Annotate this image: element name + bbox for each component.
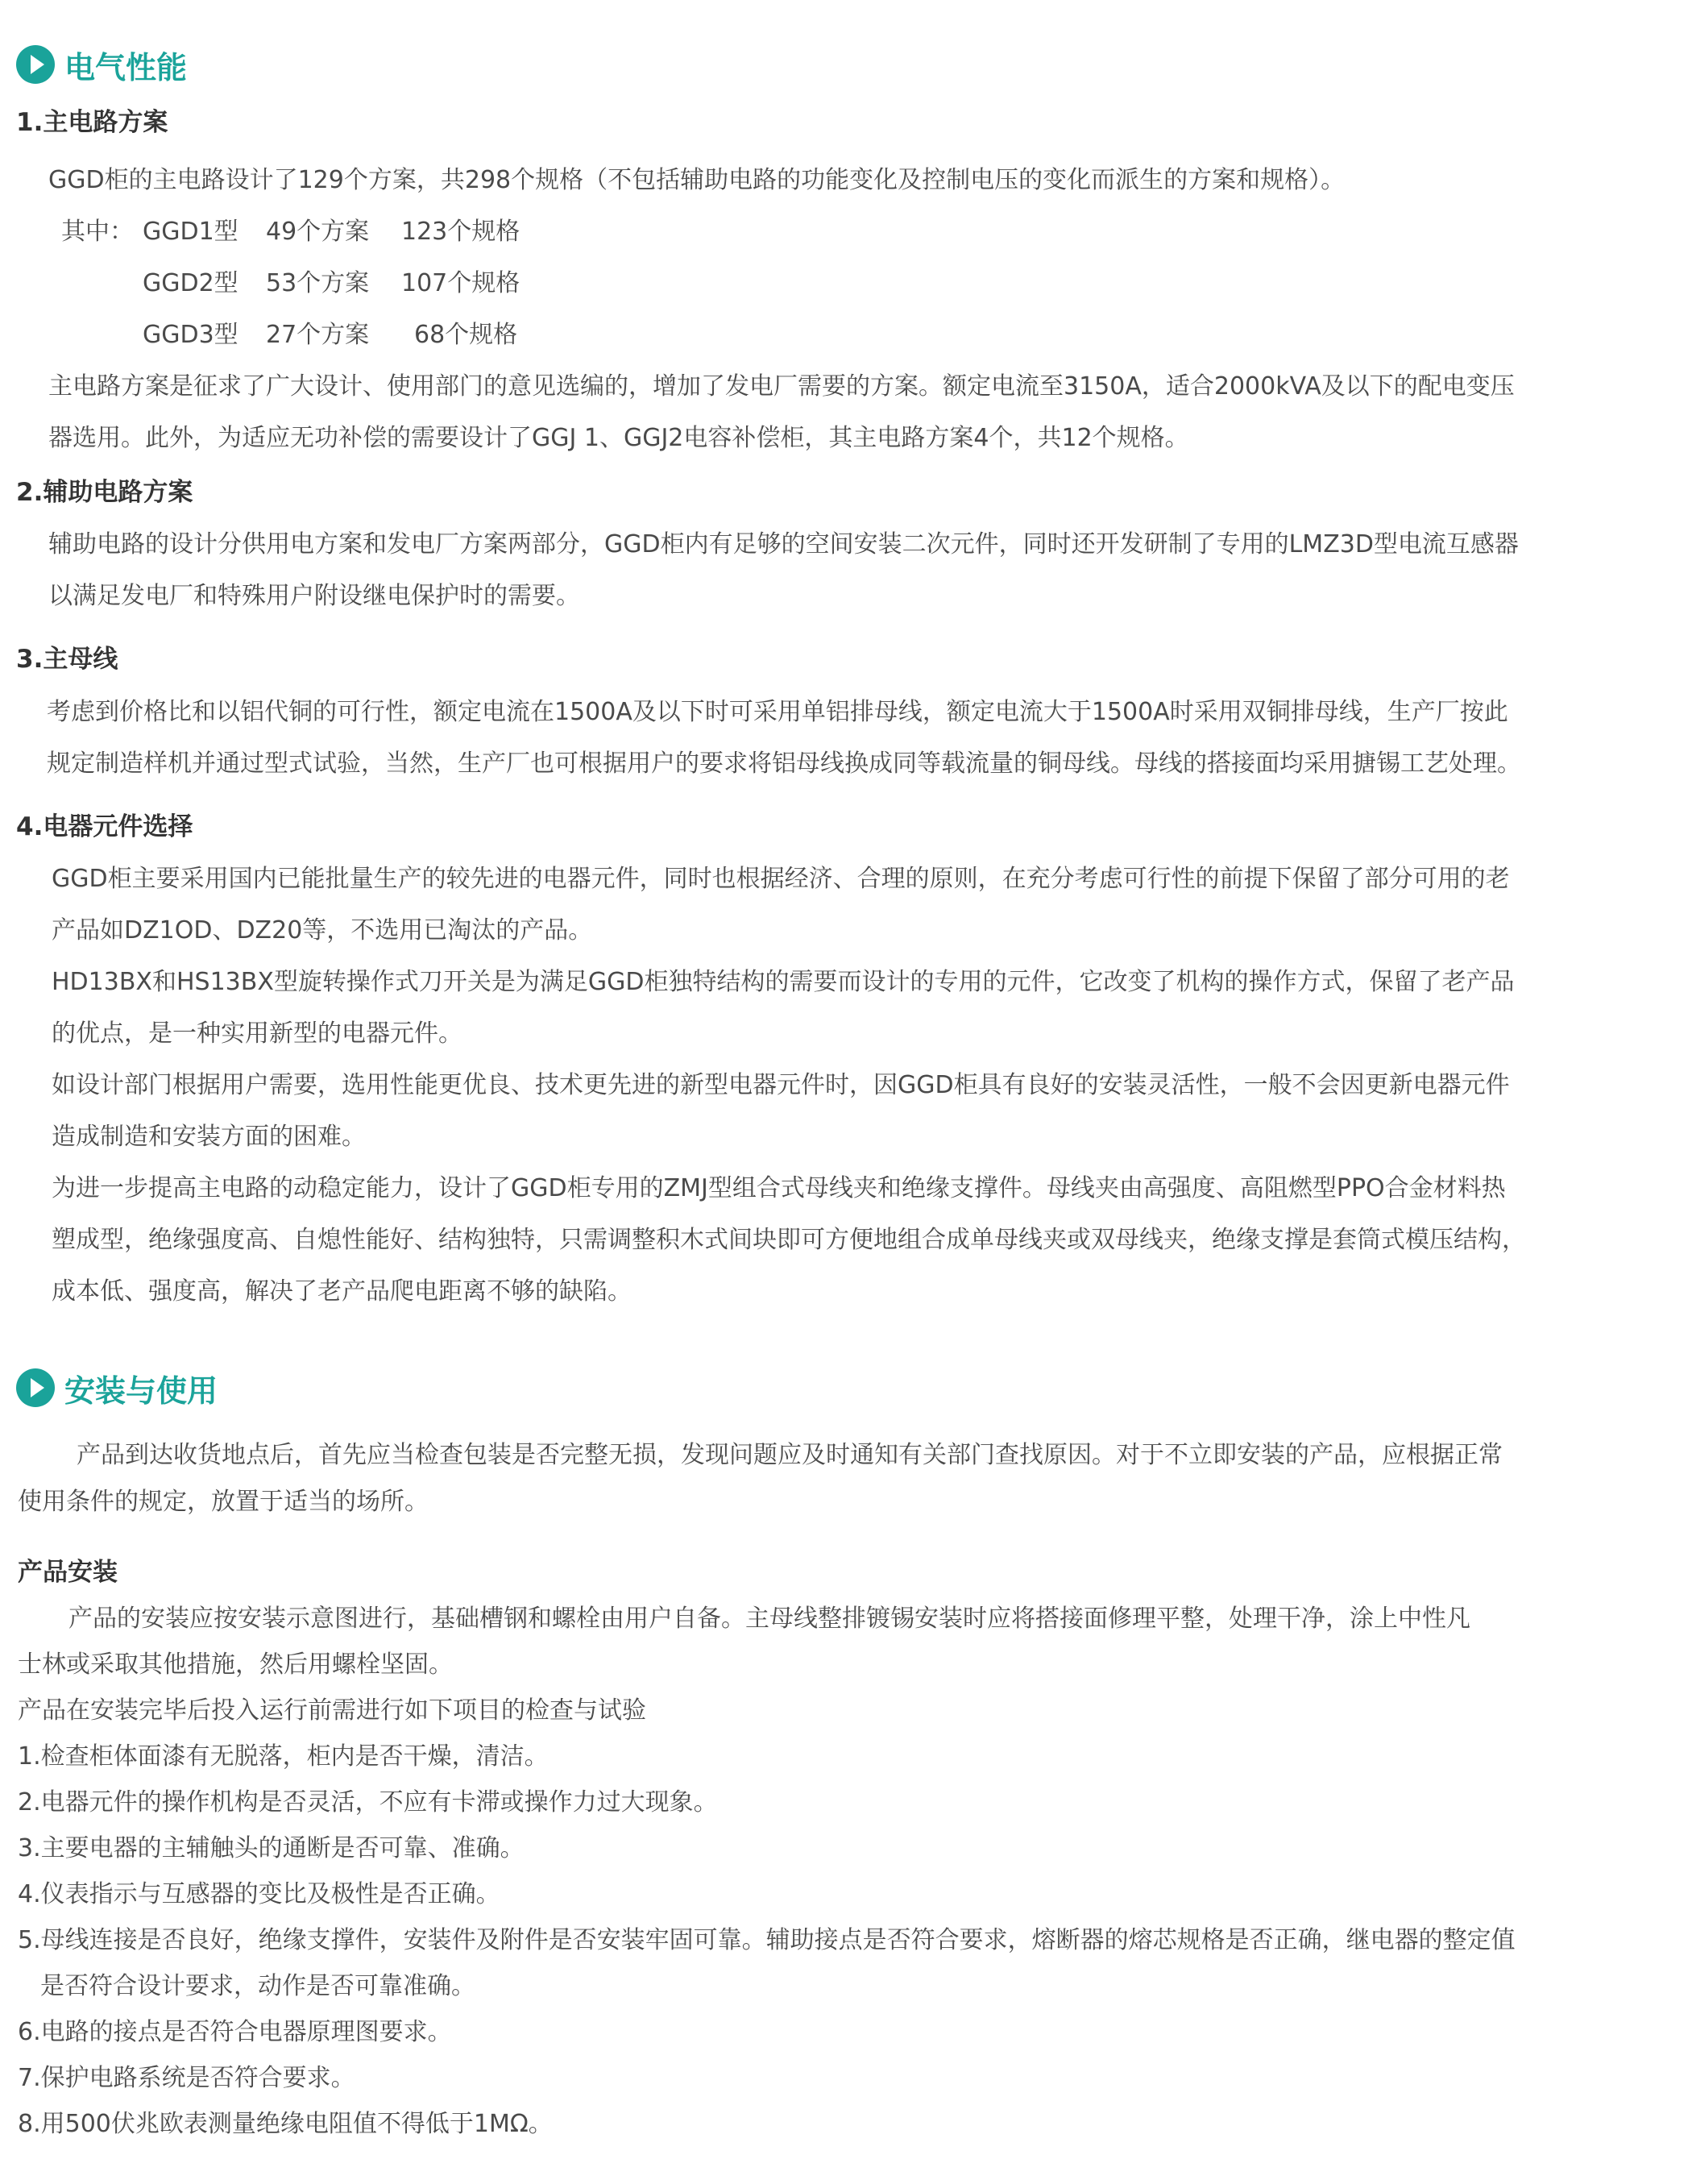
list-item: 6.电路的接点是否符合电器原理图要求。 — [18, 2018, 452, 2046]
spec-model: GGD1型 — [143, 218, 238, 246]
paragraph-line: 器选用。此外，为适应无功补偿的需要设计了GGJ 1、GGJ2电容补偿柜，其主电路方案4个，共12个规格。 — [48, 424, 1189, 452]
list-item: 4.仪表指示与互感器的变比及极性是否正确。 — [18, 1880, 500, 1908]
play-icon — [16, 1368, 55, 1407]
paragraph-line: 塑成型，绝缘强度高、自熄性能好、结构独特，只需调整积木式间块即可方便地组合成单母线夹或双母线夹，绝缘支撑是套筒式模压结构， — [52, 1226, 1526, 1254]
paragraph-line: 造成制造和安装方面的困难。 — [52, 1123, 366, 1151]
paragraph-line: 以满足发电厂和特殊用户附设继电保护时的需要。 — [48, 582, 580, 610]
paragraph-line: 如设计部门根据用户需要，选用性能更优良、技术更先进的新型电器元件时，因GGD柜具有良好的安装灵活性，一般不会因更新电器元件 — [52, 1071, 1510, 1099]
paragraph-line: 成本低、强度高，解决了老产品爬电距离不够的缺陷。 — [52, 1277, 632, 1306]
play-icon — [16, 45, 55, 84]
list-item: 7.保护电路系统是否符合要求。 — [18, 2064, 355, 2092]
spec-schemes: 53个方案 — [266, 269, 370, 297]
section-title-electrical — [16, 42, 187, 87]
paragraph-line: 考虑到价格比和以铝代铜的可行性，额定电流在1500A及以下时可采用单铝排母线，额定电流大于1500A时采用双铜排母线，生产厂按此 — [47, 698, 1508, 726]
heading-auxiliary-circuit: 2.辅助电路方案 — [16, 478, 193, 507]
paragraph-line: 士林或采取其他措施，然后用螺栓坚固。 — [18, 1650, 453, 1679]
paragraph-line: 规定制造样机并通过型式试验，当然，生产厂也可根据用户的要求将铝母线换成同等载流量的铜母线。母线的搭接面均采用搪锡工艺处理。 — [47, 749, 1521, 778]
list-item: 2.电器元件的操作机构是否灵活，不应有卡滞或操作力过大现象。 — [18, 1788, 718, 1817]
paragraph-line: 产品在安装完毕后投入运行前需进行如下项目的检查与试验 — [18, 1696, 646, 1725]
paragraph-line: 产品的安装应按安装示意图进行，基础槽钢和螺栓由用户自备。主母线整排镀锡安装时应将搭接面修理平整，处理干净，涂上中性凡 — [68, 1605, 1470, 1633]
list-item: 1.检查柜体面漆有无脱落，柜内是否干燥，清洁。 — [18, 1742, 549, 1771]
paragraph-line: 主电路方案是征求了广大设计、使用部门的意见选编的，增加了发电厂需要的方案。额定电流至3150A，适合2000kVA及以下的配电变压 — [48, 372, 1515, 401]
spec-specs: 68个规格 — [414, 321, 518, 349]
spec-model: GGD2型 — [143, 269, 238, 297]
heading-main-busbar: 3.主母线 — [16, 645, 118, 674]
section-title-text: 电气性能 — [64, 49, 188, 85]
spec-prefix: 其中： — [61, 218, 134, 246]
paragraph-line: HD13BX和HS13BX型旋转操作式刀开关是为满足GGD柜独特结构的需要而设计的专用的元件，它改变了机构的操作方式，保留了老产品 — [52, 968, 1515, 996]
list-item: 5.母线连接是否良好，绝缘支撑件，安装件及附件是否安装牢固可靠。辅助接点是否符合要求，熔断器的熔芯规格是否正确，继电器的整定值 — [18, 1926, 1516, 1954]
list-item-continuation: 是否符合设计要求，动作是否可靠准确。 — [40, 1972, 475, 2000]
section-title-text: 安装与使用 — [64, 1372, 218, 1409]
paragraph-line: 为进一步提高主电路的动稳定能力，设计了GGD柜专用的ZMJ型组合式母线夹和绝缘支撑件。母线夹由高强度、高阻燃型PPO合金材料热 — [52, 1174, 1506, 1202]
spec-specs: 123个规格 — [401, 218, 520, 246]
spec-schemes: 27个方案 — [266, 321, 370, 349]
spec-model: GGD3型 — [143, 321, 238, 349]
list-item: 3.主要电器的主辅触头的通断是否可靠、准确。 — [18, 1834, 525, 1862]
paragraph-line: 辅助电路的设计分供用电方案和发电厂方案两部分，GGD柜内有足够的空间安装二次元件，同时还开发研制了专用的LMZ3D型电流互感器 — [48, 530, 1519, 558]
paragraph-line: 产品如DZ1OD、DZ20等，不选用已淘汰的产品。 — [52, 916, 593, 945]
spec-specs: 107个规格 — [401, 269, 520, 297]
section-title-installation — [16, 1365, 218, 1410]
paragraph-line: 使用条件的规定，放置于适当的场所。 — [18, 1488, 429, 1516]
paragraph-line: 的优点，是一种实用新型的电器元件。 — [52, 1019, 462, 1048]
paragraph-line: GGD柜的主电路设计了129个方案，共298个规格（不包括辅助电路的功能变化及控制电压的变化而派生的方案和规格）。 — [48, 166, 1346, 194]
spec-schemes: 49个方案 — [266, 218, 370, 246]
list-item: 8.用500伏兆欧表测量绝缘电阻值不得低于1MΩ。 — [18, 2110, 553, 2138]
heading-component-selection: 4.电器元件选择 — [16, 812, 193, 841]
heading-main-circuit: 1.主电路方案 — [16, 108, 168, 137]
paragraph-line: GGD柜主要采用国内已能批量生产的较先进的电器元件，同时也根据经济、合理的原则，在充分考虑可行性的前提下保留了部分可用的老 — [52, 865, 1510, 893]
paragraph-line: 产品到达收货地点后，首先应当检查包装是否完整无损，发现问题应及时通知有关部门查找原因。对于不立即安装的产品，应根据正常 — [77, 1441, 1503, 1469]
heading-product-installation: 产品安装 — [18, 1558, 118, 1587]
